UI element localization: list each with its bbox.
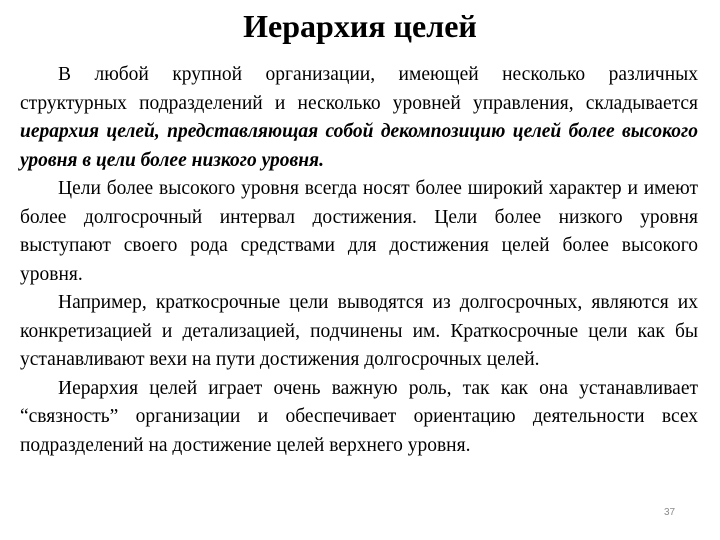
paragraph-higher-goals: Цели более высокого уровня всегда носят более широкий характер и имеют более долгосрочный интервал достижения. Цели более низкого уровня выступают своего рода средствами для достижения целей более высокого уровня. <box>20 178 698 285</box>
emphasized-definition: иерархия целей, представляющая собой декомпозицию целей более высокого уровня в цели более низкого уровня. <box>20 121 698 171</box>
paragraph-hierarchy-definition <box>20 61 698 175</box>
paragraph-role: Иерархия целей играет очень важную роль, так как она устанавливает “связность” организации и обеспечивает ориентацию деятельности всех подразделений на достижение целей верхнего уровня. <box>20 377 698 456</box>
slide-title: Иерархия целей <box>243 8 477 44</box>
page-number: 37 <box>664 507 676 518</box>
slide-body <box>20 61 698 460</box>
paragraph-example: Например, краткосрочные цели выводятся из долгосрочных, являются их конкретизацией и детализацией, подчинены им. Краткосрочные цели как бы устанавливают вехи на пути достижения долгосрочных целей. <box>20 292 698 370</box>
paragraph-intro-text: В любой крупной организации, имеющей несколько различных структурных подразделений и несколько уровней управления, складывается <box>20 64 698 114</box>
